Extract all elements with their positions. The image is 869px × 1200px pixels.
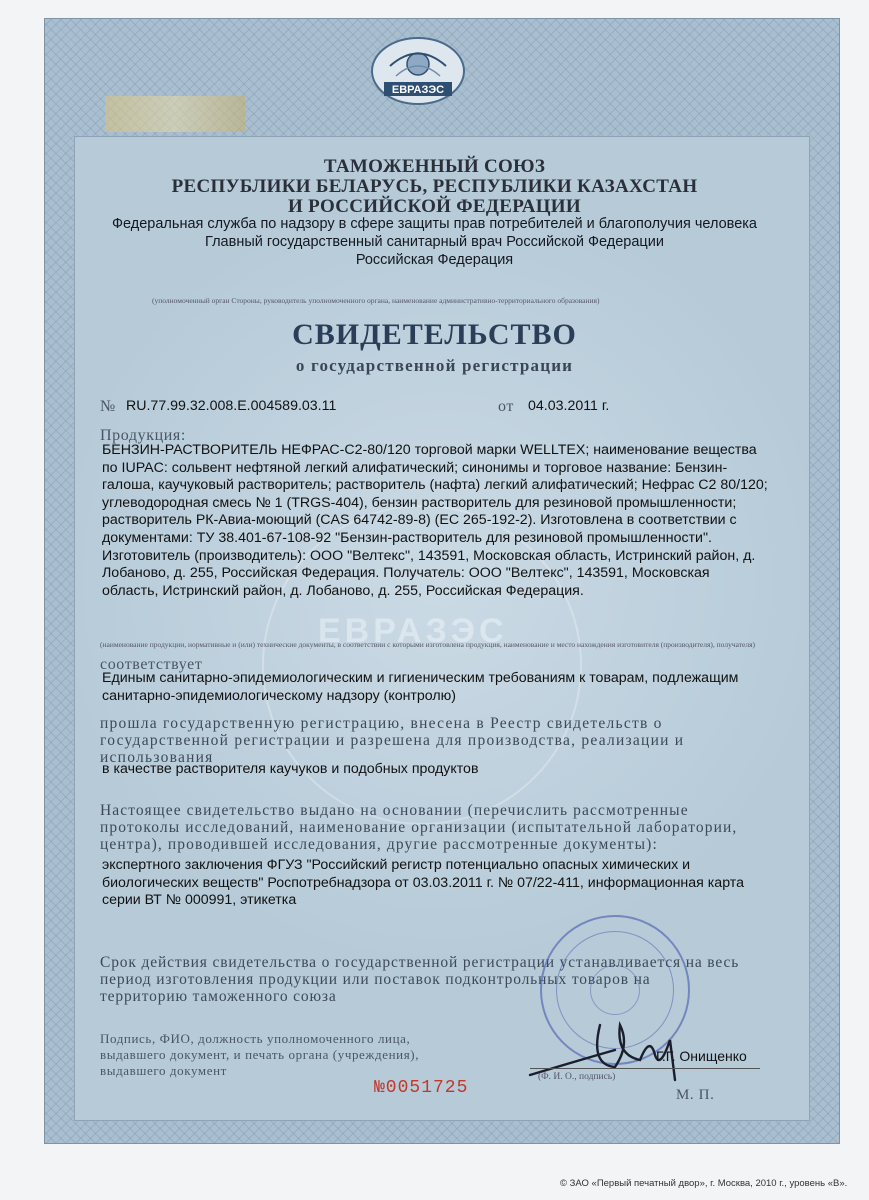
reg-date-label: от xyxy=(498,398,514,415)
product-line: Лобаново, д. 255, Российская Федерация. Получатель: ООО "Велтекс", 143591, Московская xyxy=(102,565,710,582)
basis-doc-line: экспертного заключения ФГУЗ "Российский регистр потенциально опасных химических и xyxy=(102,857,691,873)
validity-line: Срок действия свидетельства о государственной регистрации устанавливается на весь xyxy=(100,954,740,971)
product-line: углеводородная смесь № 1 (TRGS-404), бензин растворитель для резиновой промышленности; xyxy=(102,494,737,511)
basis-doc-line: биологических веществ" Роспотребнадзора от 03.03.2011 г. № 07/22-411, информационная карта xyxy=(102,874,744,891)
conformity-text xyxy=(102,670,738,705)
eurasec-emblem-icon xyxy=(370,36,466,106)
signature-label xyxy=(100,1031,419,1079)
basis-doc-line: серии ВТ № 000991, этикетка xyxy=(102,892,297,909)
conformity-label: соответствует xyxy=(100,656,203,673)
header-line-2: РЕСПУБЛИКИ БЕЛАРУСЬ, РЕСПУБЛИКИ КАЗАХСТАН xyxy=(171,176,698,197)
product-line: галоша, каучуковый растворитель; растворитель (нафта) легкий алифатический; Нефрас С2 80/120; xyxy=(102,477,768,494)
usage-text: в качестве растворителя каучуков и подобных продуктов xyxy=(102,761,479,777)
product-description xyxy=(102,442,768,600)
reg-number: RU.77.99.32.008.E.004589.03.11 xyxy=(126,398,337,414)
basis-line: Настоящее свидетельство выдано на основании (перечислить рассмотренные xyxy=(100,802,689,819)
basis-documents xyxy=(102,857,744,910)
mp-label: М. П. xyxy=(676,1087,715,1103)
conformity-line: Единым санитарно-эпидемиологическим и гигиеническим требованиям к товарам, подлежащим xyxy=(102,670,739,686)
reg-number-label: № xyxy=(100,398,116,415)
product-line: по IUPAC: сольвент нефтяной легкий алифатический; синонимы и торговое название: Бензин- xyxy=(102,459,728,476)
header-caption: (уполномоченный орган Стороны, руководитель уполномоченного органа, наименование административно-территориального образования) xyxy=(152,296,600,305)
agency-line-2: Главный государственный санитарный врач Российской Федерации xyxy=(205,234,664,250)
product-label: Продукция: xyxy=(100,427,186,444)
signature-label-line: выдавшего документ, и печать органа (учреждения), xyxy=(100,1047,420,1062)
document-subtitle: о государственной регистрации xyxy=(295,356,574,375)
basis-line: центра), проводившей исследования, другие рассмотренные документы): xyxy=(100,836,658,853)
watermark-text: ЕВРАЗЭС xyxy=(318,612,508,650)
document-title: СВИДЕТЕЛЬСТВО xyxy=(292,318,577,351)
product-line: БЕНЗИН-РАСТВОРИТЕЛЬ НЕФРАС-С2-80/120 торговой марки WELLTEX; наименование вещества xyxy=(102,442,757,458)
product-caption: (наименование продукции, нормативные и (или) технические документы, в соответствии с которыми изготовлена продукция, наименование и место нахождения изготовителя (производителя), получателя) xyxy=(100,640,756,649)
printer-footer: © ЗАО «Первый печатный двор», г. Москва, 2010 г., уровень «В». xyxy=(560,1178,848,1189)
reg-date: 04.03.2011 г. xyxy=(528,398,610,414)
product-line: Изготовитель (производитель): ООО "Велтекс", 143591, Московская область, Истринский район, д. xyxy=(102,547,756,564)
basis-statement xyxy=(100,802,737,853)
signature-label-line: Подпись, ФИО, должность уполномоченного лица, xyxy=(100,1031,411,1046)
product-line: документами: ТУ 38.401-67-108-92 "Бензин-растворитель для резиновой промышленности". xyxy=(102,529,712,546)
product-line: область, Истринский район, д. Лобаново, д. 255, Российская Федерация. xyxy=(102,582,584,599)
validity-line: территорию таможенного союза xyxy=(100,988,337,1005)
fio-caption: (Ф. И. О., подпись) xyxy=(538,1072,616,1082)
basis-line: протоколы исследований, наименование организации (испытательной лаборатории, xyxy=(100,819,738,836)
validity-line: период изготовления продукции или поставок подконтрольных товаров на xyxy=(100,971,651,988)
conformity-line: санитарно-эпидемиологическому надзору (контролю) xyxy=(102,687,457,704)
registered-line: государственной регистрации и разрешена для производства, реализации и xyxy=(100,732,685,749)
blank-serial-number: №0051725 xyxy=(374,1078,469,1098)
agency-line-3: Российская Федерация xyxy=(355,252,514,268)
registered-line: использования xyxy=(100,749,214,766)
header-line-1: ТАМОЖЕННЫЙ СОЮЗ xyxy=(323,156,546,177)
product-line: растворитель РК-Авиа-моющий (CAS 64742-89-8) (EC 265-192-2). Изготовлена в соответствии с xyxy=(102,512,737,529)
signature-line xyxy=(530,1068,760,1069)
signatory-name: Г.Г. Онищенко xyxy=(656,1048,747,1064)
hologram-mark xyxy=(105,96,245,132)
header-line-3: И РОССИЙСКОЙ ФЕДЕРАЦИИ xyxy=(288,196,581,217)
signature-label-line: выдавшего документ xyxy=(100,1063,227,1078)
agency-line-1: Федеральная служба по надзору в сфере защиты прав потребителей и благополучия человека xyxy=(112,216,757,232)
emblem-text: ЕВРАЗЭС xyxy=(391,84,445,96)
registered-statement xyxy=(100,715,684,766)
registered-line: прошла государственную регистрацию, внесена в Реестр свидетельств о xyxy=(100,715,663,732)
